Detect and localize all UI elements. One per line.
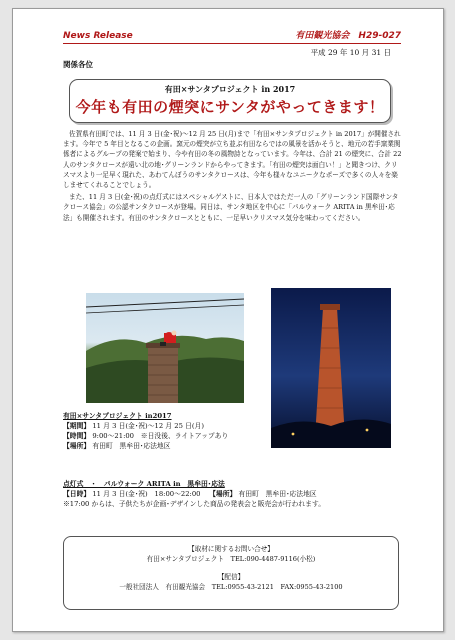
night-chimney-illustration (271, 288, 391, 448)
santa-chimney-illustration (86, 293, 244, 403)
period-label: 【期間】 (63, 422, 91, 430)
body-text (63, 129, 403, 225)
distribution-line: 一般社団法人 有田観光協会 TEL:0955-43-2121 FAX:0955-43-2100 (119, 583, 343, 591)
place-row (63, 441, 228, 451)
ceremony-place-label: 【場所】 (209, 490, 237, 498)
release-number: 有田観光協会 H29-027 (295, 31, 401, 41)
lighting-ceremony-info (63, 479, 325, 509)
ceremony-place-value: 有田町 黒牟田･応法地区 (238, 490, 317, 498)
press-inquiry-line: 有田×サンタプロジェクト TEL:090-4487-9116(小松) (146, 555, 316, 563)
body-paragraph-1: 佐賀県有田町では、11 月 3 日(金･祝)～12 月 25 日(月)まで「有田×サンタプロジェクト in 2017」が開催されます。今年で 5 年目となるこの企画。窯元の煙突が立ち並ぶ有田ならではの風景を活かそうと、地元の若手窯業関係者によるグループの発案で始まり、今や有田の冬の風物詩となっています。今年は、合計 21 の煙突に、合計 22 人のサンタクロースが遠い北の地･グリーンランドからやってきます。「有田の煙突は面白い！」と聞きつけ、クリスマスより一足早く現れた、あわてんぼうのサンタクロースは、今年も様々なユニークなポーズで多くの人々を楽しませてくれることでしょう。 (63, 130, 402, 190)
ceremony-row (63, 489, 325, 499)
time-label: 【時間】 (63, 432, 91, 440)
period-value: 11 月 3 日(金･祝)～12 月 25 日(月) (92, 422, 204, 430)
project-info (63, 411, 228, 451)
release-date: 平成 29 年 10 月 31 日 (310, 48, 391, 57)
press-inquiry-heading: 【取材に関するお問い合せ】 (188, 545, 274, 553)
time-value: 9:00～21:00 ※日没後、ライトアップあり (92, 432, 229, 440)
news-release-header (63, 31, 401, 44)
santa-chimney-photo (86, 293, 244, 403)
time-row (63, 431, 228, 441)
ceremony-note: ※17:00 からは、子供たちが企画･デザインした商品の発表会と販売会が行われます。 (63, 500, 326, 508)
body-paragraph-2: また、11 月 3 日(金･祝)の点灯式にはスペシャルゲストに、日本人ではただ一人の「グリーンランド国際サンタクロース協会」の公認サンタクロースが登場。同日は、サンタ地区を中心に「パルウォーク ARITA in 黒牟田･応法」も開催されます。有田のサンタクロースとともに、一足早いクリスマス気分を味わってください。 (63, 193, 399, 222)
ceremony-date-label: 【日時】 (63, 490, 91, 498)
place-value: 有田町 黒牟田･応法地区 (92, 442, 171, 450)
press-release-page (12, 8, 444, 632)
period-row (63, 421, 228, 431)
title-box (69, 79, 391, 123)
news-release-label: News Release (63, 31, 133, 41)
title-subtitle: 有田×サンタプロジェクト in 2017 (164, 84, 296, 94)
ceremony-date-value: 11 月 3 日(金･祝) 18:00～22:00 (92, 490, 201, 498)
contact-box (63, 536, 399, 610)
recipient-line: 関係各位 (63, 60, 93, 69)
night-chimney-photo (271, 288, 391, 448)
distribution-heading: 【配信】 (217, 573, 245, 581)
project-info-heading: 有田×サンタプロジェクト in2017 (63, 412, 172, 420)
title-main: 今年も有田の煙突にサンタがやってきます！ (75, 98, 385, 116)
lighting-ceremony-heading: 点灯式 ・ パルウォーク ARITA in 黒牟田･応法 (63, 480, 225, 488)
place-label: 【場所】 (63, 442, 91, 450)
